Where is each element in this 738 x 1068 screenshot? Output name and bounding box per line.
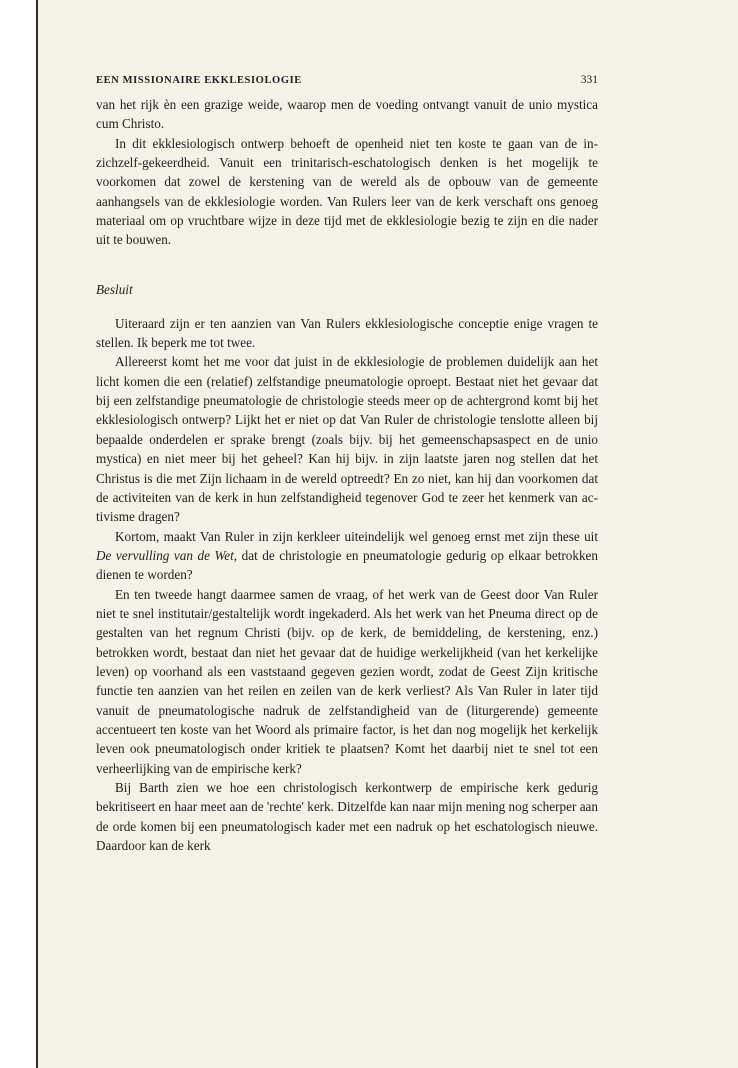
paragraph-7: Bij Barth zien we hoe een christologisch kerkontwerp de empirische kerk gedurig bekritiseert en haar meet aan de 'rechte' kerk. Ditzelfde kan naar mijn mening nog scherper aan de orde komen bij een pneumatologisch kader met een nadruk op het eschatologisch nieuwe. Daardoor kan de kerk xyxy=(96,780,598,854)
paragraph-5 xyxy=(96,527,598,585)
page-number: 331 xyxy=(580,74,598,86)
paragraph-2: In dit ekklesiologisch ontwerp behoeft de openheid niet ten koste te gaan van de in-zichzelf-gekeerdheid. Vanuit een trinitarisch-eschatologisch denken is het mogelijk te voorkomen dat zowel de kerstening van de wereld als de opbouw van de gemeente aanhangsels van de ekklesiologie worden. Van Rulers leer van de kerk verschaft ons genoeg materiaal om op vruchtbare wijze in deze tijd met de ekklesiologie bezig te zijn en die nader uit te bouwen. xyxy=(96,135,598,248)
section-heading: Besluit xyxy=(96,281,133,297)
paragraph-5-text-start: Kortom, maakt Van Ruler in zijn kerkleer uiteindelijk wel genoeg ernst met zijn these uit xyxy=(115,528,598,544)
paragraph-3: Uiteraard zijn er ten aanzien van Van Rulers ekklesiologische conceptie enige vragen te stellen. Ik beperk me tot twee. xyxy=(96,315,598,351)
paragraph-4: Allereerst komt het me voor dat juist in de ekklesiologie de problemen duidelijk aan het licht komen die een (relatief) zelfstandige pneumatologie oproept. Bestaat niet het gevaar dat bij een zelfstandige pneumatologie de christologie steeds meer op de achtergrond komt bij het ekklesiologisch ontwerp? Lijkt het er niet op dat Van Ruler de christologie tenslotte alleen bij bepaalde onderdelen er sprake brengt (zoals bijv. bij het gemeenschapsaspect en de unio mystica) en niet meer bij het geheel? Kan hij bijv. in zijn laatste jaren nog stellen dat het Christus is die met Zijn lichaam in de wereld optreedt? En zo niet, kan hij dan voorkomen dat de activiteiten van de kerk in hun zelfstandigheid tegenover God te zeer het kenmerk van activisme dragen? xyxy=(96,354,598,525)
running-title: EEN MISSIONAIRE EKKLESIOLOGIE xyxy=(96,75,302,86)
paragraph-5-text-end: dat de christologie en pneumatologie gedurig op elkaar betrokken dienen te worden? xyxy=(96,547,598,583)
page-content xyxy=(96,74,598,855)
paragraph-6: En ten tweede hangt daarmee samen de vraag, of het werk van de Geest door Van Ruler niet te snel institutair/gestaltelijk wordt ingekaderd. Als het werk van het Pneuma direct op de gestalten van het regnum Christi (bijv. op de kerk, de bemiddeling, de kerstening, enz.) betrokken wordt, bestaat dan niet het gevaar dat de huidige werkelijkheid (van het kerkelijke leven) op voorhand als een vaststaand gegeven gezien wordt, zodat de Geest Zijn kritische functie ten aanzien van het reilen en zeilen van de kerk verliest? Als Van Ruler in later tijd vanuit de pneumatologische nadruk de zelfstandigheid van de (liturgerende) gemeente accentueert ten koste van het Woord als primaire factor, is het dan nog mogelijk het kerkelijk leven ook pneumatologisch onder kritiek te plaatsen? Komt het daarbij niet te snel tot een verheerlijking van de empirische kerk? xyxy=(96,586,598,776)
paragraph-1: van het rijk èn een grazige weide, waarop men de voeding ontvangt vanuit de unio mystica cum Christo. xyxy=(96,97,598,132)
running-header xyxy=(96,74,598,86)
scan-edge-divider xyxy=(36,0,38,1068)
book-title: De vervulling van de Wet, xyxy=(96,547,238,563)
